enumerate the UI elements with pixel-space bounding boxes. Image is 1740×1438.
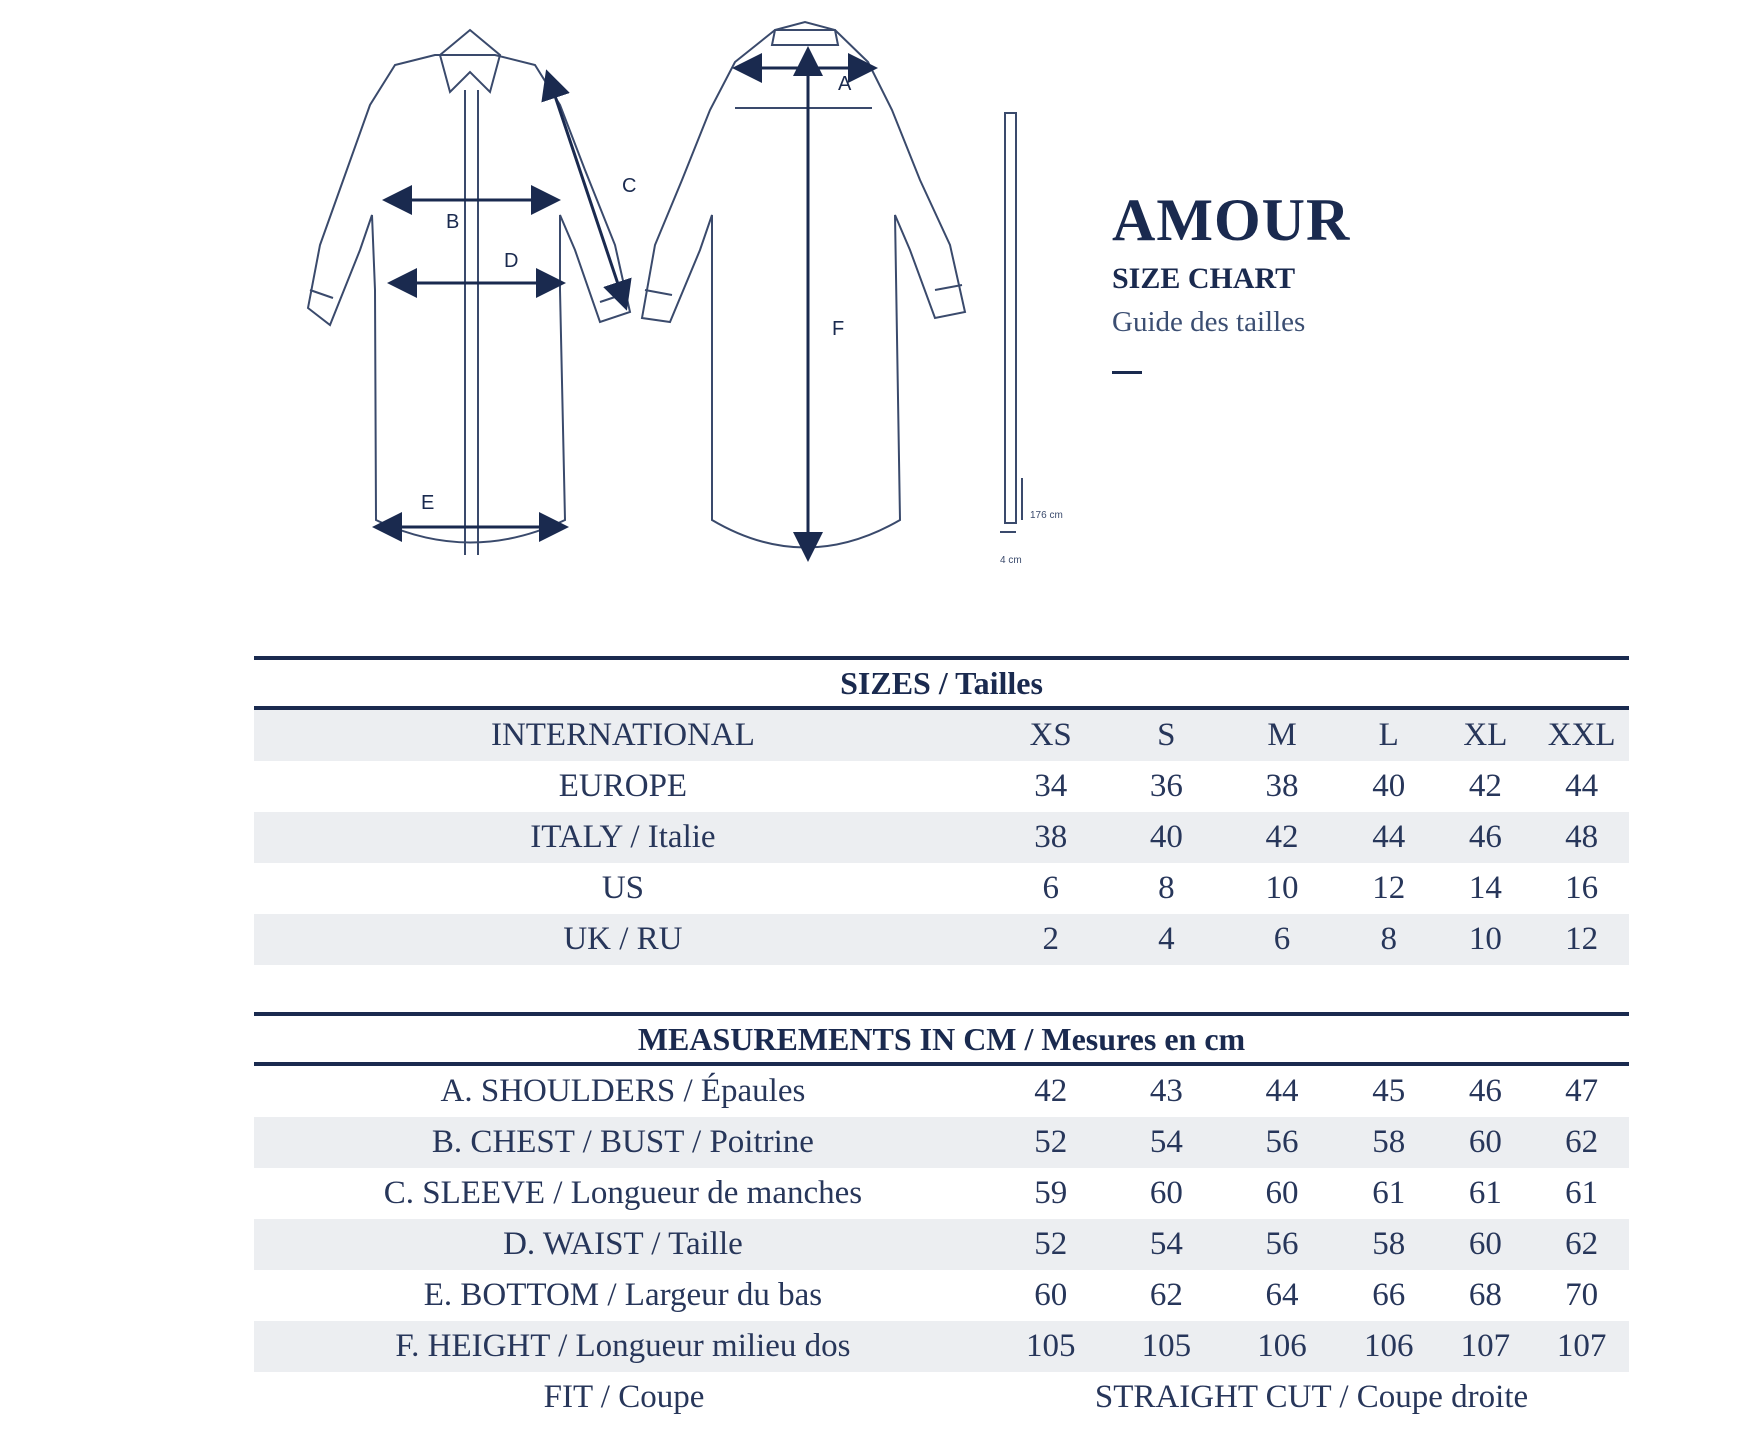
cell: 40 — [1149, 819, 1183, 855]
cell: 14 — [1468, 870, 1502, 906]
cell: 6 — [1042, 870, 1059, 906]
table-row — [254, 1219, 1629, 1270]
model-width-label: 4 cm — [1000, 555, 1022, 566]
cell: 59 — [1034, 1175, 1068, 1211]
fit-value: STRAIGHT CUT / Coupe droite — [1094, 1379, 1529, 1415]
cell: 62 — [1565, 1124, 1599, 1160]
cell: XS — [1029, 717, 1072, 753]
cell: 36 — [1149, 768, 1183, 804]
cell: 60 — [1034, 1277, 1068, 1313]
cell: 61 — [1565, 1175, 1599, 1211]
row-label: C. SLEEVE / Longueur de manches — [383, 1175, 863, 1211]
sizes-heading: SIZES / Tailles — [254, 656, 1629, 710]
brand-block — [1112, 187, 1351, 374]
cell: 61 — [1372, 1175, 1406, 1211]
cell: 66 — [1372, 1277, 1406, 1313]
cell: 58 — [1372, 1226, 1406, 1262]
cell: 105 — [1025, 1328, 1076, 1364]
brand-subtitle: SIZE CHART — [1112, 262, 1296, 295]
fit-row — [254, 1372, 1629, 1423]
cell: 54 — [1149, 1226, 1183, 1262]
label-d: D — [504, 250, 519, 272]
cell: 46 — [1468, 1073, 1502, 1109]
brand-divider — [1112, 371, 1142, 374]
cell: 105 — [1141, 1328, 1192, 1364]
label-a: A — [838, 73, 852, 95]
cell: 56 — [1265, 1124, 1299, 1160]
row-label: F. HEIGHT / Longueur milieu dos — [395, 1328, 851, 1364]
cell: 16 — [1565, 870, 1599, 906]
table-row — [254, 863, 1629, 914]
cell: 60 — [1149, 1175, 1183, 1211]
cell: 42 — [1265, 819, 1299, 855]
cell: 42 — [1468, 768, 1502, 804]
sizes-table — [254, 656, 1629, 965]
cell: 44 — [1265, 1073, 1299, 1109]
garment-illustration — [0, 0, 1740, 600]
cell: 70 — [1565, 1277, 1599, 1313]
cell: 6 — [1273, 921, 1291, 957]
row-label: B. CHEST / BUST / Poitrine — [431, 1124, 814, 1160]
cell: 10 — [1265, 870, 1299, 906]
label-c: C — [622, 175, 637, 197]
cell: 56 — [1265, 1226, 1299, 1262]
cell: 45 — [1372, 1073, 1406, 1109]
cell: 42 — [1034, 1073, 1068, 1109]
cell: 46 — [1468, 819, 1502, 855]
cell: M — [1267, 717, 1297, 753]
cell: 60 — [1468, 1226, 1502, 1262]
label-b: B — [446, 211, 460, 233]
table-row — [254, 1321, 1629, 1372]
fit-label: FIT / Coupe — [543, 1379, 705, 1415]
cell: XXL — [1547, 717, 1616, 753]
cell: 62 — [1565, 1226, 1599, 1262]
cell: 107 — [1556, 1328, 1607, 1364]
cell: 38 — [1034, 819, 1068, 855]
cell: 54 — [1149, 1124, 1183, 1160]
label-f: F — [832, 318, 845, 340]
cell: 61 — [1468, 1175, 1502, 1211]
cell: 34 — [1034, 768, 1068, 804]
row-label: INTERNATIONAL — [490, 717, 755, 753]
cell: 60 — [1468, 1124, 1502, 1160]
model-scale-figure — [1000, 113, 1022, 532]
row-label: EUROPE — [558, 768, 688, 804]
table-row — [254, 1168, 1629, 1219]
cell: 64 — [1265, 1277, 1299, 1313]
measurements-heading: MEASUREMENTS IN CM / Mesures en cm — [254, 1012, 1629, 1066]
row-label: A. SHOULDERS / Épaules — [440, 1073, 806, 1109]
cell: 44 — [1372, 819, 1406, 855]
cell: 8 — [1380, 921, 1397, 957]
row-label: US — [601, 870, 645, 906]
brand-title: AMOUR — [1112, 187, 1351, 253]
cell: 43 — [1149, 1073, 1183, 1109]
table-row — [254, 1117, 1629, 1168]
cell: 106 — [1363, 1328, 1414, 1364]
cell: 58 — [1372, 1124, 1406, 1160]
row-label: E. BOTTOM / Largeur du bas — [423, 1277, 823, 1313]
cell: 60 — [1265, 1175, 1299, 1211]
cell: 4 — [1158, 921, 1175, 957]
model-height-label: 176 cm — [1030, 510, 1063, 521]
cell: XL — [1463, 717, 1508, 753]
cell: 106 — [1257, 1328, 1307, 1364]
row-label: ITALY / Italie — [530, 819, 716, 855]
cell: 48 — [1565, 819, 1599, 855]
table-row — [254, 710, 1629, 761]
label-e: E — [421, 492, 435, 514]
cell: 38 — [1265, 768, 1299, 804]
back-dress-drawing — [642, 22, 965, 548]
cell: 10 — [1468, 921, 1502, 957]
table-row — [254, 1066, 1629, 1117]
cell: S — [1157, 717, 1176, 753]
cell: 8 — [1158, 870, 1175, 906]
cell: 40 — [1372, 768, 1406, 804]
table-row — [254, 914, 1629, 965]
row-label: D. WAIST / Taille — [503, 1226, 743, 1262]
measurements-table — [254, 1012, 1629, 1423]
table-row — [254, 812, 1629, 863]
cell: L — [1378, 717, 1399, 753]
row-label: UK / RU — [563, 921, 683, 957]
cell: 107 — [1460, 1328, 1511, 1364]
cell: 52 — [1034, 1226, 1068, 1262]
cell: 62 — [1149, 1277, 1183, 1313]
cell: 12 — [1372, 870, 1406, 906]
table-row — [254, 1270, 1629, 1321]
brand-subtitle-fr: Guide des tailles — [1112, 306, 1306, 338]
cell: 12 — [1565, 921, 1599, 957]
cell: 47 — [1565, 1073, 1599, 1109]
cell: 68 — [1468, 1277, 1502, 1313]
table-row — [254, 761, 1629, 812]
cell: 52 — [1034, 1124, 1068, 1160]
cell: 2 — [1042, 921, 1059, 957]
cell: 44 — [1565, 768, 1599, 804]
front-dress-drawing — [308, 30, 630, 555]
